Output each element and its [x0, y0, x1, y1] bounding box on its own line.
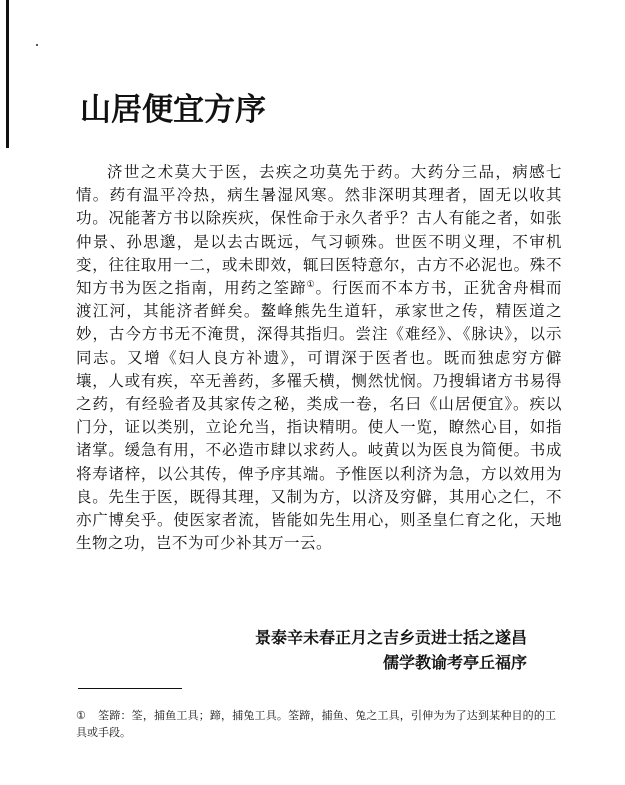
preface-paragraph — [76, 161, 562, 555]
signature-line-1: 景泰辛未春正月之吉乡贡进士括之遂昌 — [254, 628, 527, 647]
preface-text-part-1: 济世之术莫大于医，去疾之功莫先于药。大药分三品，病感七情。药有温平冷热，病生暑湿风寒。然非深明其理者，固无以收其功。况能著方书以除疾疢，保性命于永久者乎？古人有能之者，如张仲景、孙思邈，是以去古既远，气习顿殊。世医不明义理，不审机变，往往取用一二，或未即效，辄曰医特意尔，古方不必泥也。殊不知方书为医之指南，用药之筌蹄 — [76, 163, 562, 298]
footnote-marker: ① — [76, 709, 86, 722]
footnote-divider — [78, 688, 182, 689]
page-title: 山居便宜方序 — [80, 92, 266, 128]
footnote-text: 筌蹄：筌，捕鱼工具；蹄，捕兔工具。筌蹄，捕鱼、兔之工具，引伸为为了达到某种目的的工具或手段。 — [76, 709, 556, 739]
page-edge-rule — [6, 0, 9, 148]
signature-line-2: 儒学教谕考亭丘福序 — [382, 653, 527, 672]
footnote-reference: ① — [306, 279, 316, 290]
preface-body — [76, 161, 562, 555]
preface-text-part-2: 。行医而不本方书，正犹舍舟楫而渡江河，其能济者鲜矣。鳌峰熊先生道轩，承家世之传，精医道之妙，古今方书无不淹贯，深得其指归。尝注《难经》、《脉诀》，以示同志。又增《妇人良方补遗》，可谓深于医者也。既而独虑穷方僻壤，人或有疾，卒无善药，多罹夭横，恻然忧悯。乃搜辑诸方书易得之药，有经验者及其家传之秘，类成一卷，名曰《山居便宜》。疾以门分，证以类别，立论允当，指诀精明。使人一览，瞭然心目，如指诸掌。缓急有用，不必造市肆以求药人。岐黄以为医良为简便。书成将寿诸梓，以公其传，俾予序其端。予惟医以利济为急，方以效用为良。先生于医，既得其理，又制为方，以济及穷僻，其用心之仁，不亦广博矣乎。使医家者流，皆能如先生用心，则圣皇仁育之化，天地生物之功，岂不为可少补其万一云。 — [76, 279, 562, 553]
footnote — [76, 707, 556, 741]
scan-speck — [36, 44, 38, 46]
